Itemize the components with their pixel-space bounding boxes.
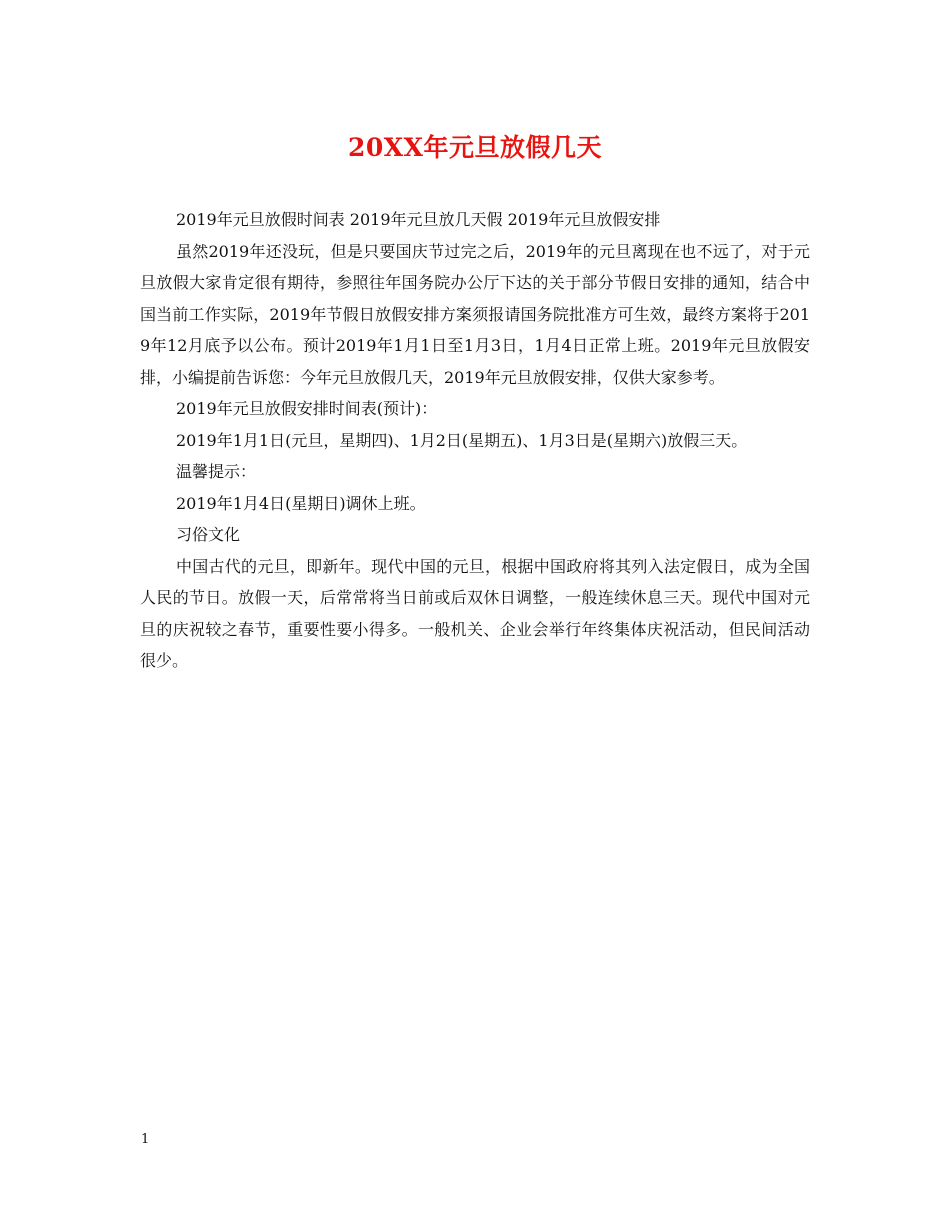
paragraph-workday-note: 2019年1月4日(星期日)调休上班。 <box>176 493 426 513</box>
page-number: 1 <box>141 1132 150 1147</box>
document-title: 20XX年元旦放假几天 <box>347 133 603 162</box>
paragraph-culture: 中国古代的元旦，即新年。现代中国的元旦，根据中国政府将其列入法定假日，成为全国人民的节日。放假一天，后常常将当日前或后双休日调整，一般连续休息三天。现代中国对元旦的庆祝较之春节，重要性要小得多。一般机关、企业会举行年终集体庆祝活动，但民间活动很少。 <box>140 556 810 670</box>
paragraph-culture-heading: 习俗文化 <box>176 525 241 544</box>
paragraph-tip-heading: 温馨提示： <box>176 462 257 481</box>
paragraph-holiday-dates: 2019年1月1日(元旦，星期四)、1月2日(星期五)、1月3日是(星期六)放假三天。 <box>176 430 748 450</box>
document-body <box>140 204 810 677</box>
paragraph-schedule-headline: 2019年元旦放假时间表 2019年元旦放几天假 2019年元旦放假安排 <box>176 210 661 229</box>
paragraph-schedule-heading: 2019年元旦放假安排时间表(预计)： <box>176 399 438 418</box>
paragraph-intro: 虽然2019年还没玩，但是只要国庆节过完之后，2019年的元旦离现在也不远了，对于元旦放假大家肯定很有期待，参照往年国务院办公厅下达的关于部分节假日安排的通知，结合中国当前工作实际，2019年节假日放假安排方案须报请国务院批准方可生效，最终方案将于2019年12月底予以公布。预计2019年1月1日至1月3日，1月4日正常上班。2019年元旦放假安排，小编提前告诉您：今年元旦放假几天，2019年元旦放假安排，仅供大家参考。 <box>140 241 810 387</box>
